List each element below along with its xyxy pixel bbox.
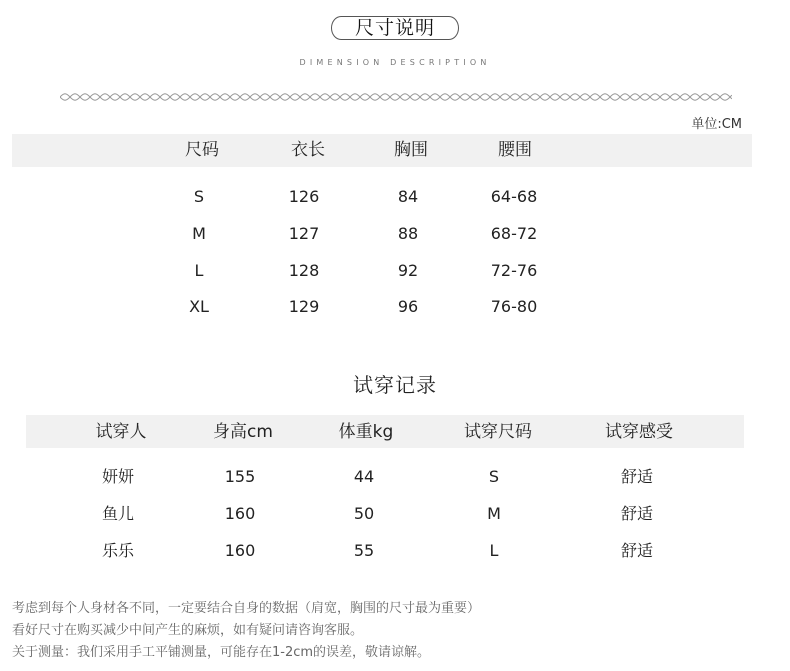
height-cell: 160	[224, 541, 256, 560]
weight-cell: 50	[353, 504, 375, 523]
feeling-cell: 舒适	[620, 504, 654, 523]
note-line: 考虑到每个人身材各不同，一定要结合自身的数据（肩宽，胸围的尺寸最为重要）	[12, 601, 481, 616]
size-cell: L	[194, 261, 204, 280]
tester-col-header: 试穿人	[95, 422, 147, 442]
note-line: 看好尺寸在购买减少中间产生的麻烦，如有疑问请咨询客服。	[12, 623, 364, 638]
wave-divider	[60, 88, 732, 106]
waist-col-header: 腰围	[498, 140, 532, 160]
trial-size-cell: S	[488, 467, 500, 486]
waist-cell: 76-80	[490, 297, 538, 316]
weight-cell: 55	[353, 541, 375, 560]
note-line: 关于测量：我们采用手工平铺测量，可能存在1-2cm的误差，敬请谅解。	[12, 645, 431, 660]
waist-cell: 64-68	[490, 187, 538, 206]
trial-size-cell: M	[487, 504, 501, 523]
height-col-header: 身高cm	[213, 422, 273, 442]
height-cell: 155	[224, 467, 256, 486]
trial-size-col-header: 试穿尺码	[464, 422, 532, 442]
waist-cell: 68-72	[490, 224, 538, 243]
length-cell: 129	[288, 297, 320, 316]
weight-col-header: 体重kg	[338, 422, 394, 442]
size-cell: S	[193, 187, 205, 206]
page-title: 尺寸说明	[331, 16, 459, 40]
feeling-col-header: 试穿感受	[605, 422, 673, 442]
tester-cell: 妍妍	[101, 467, 135, 486]
trial-size-cell: L	[489, 541, 499, 560]
tester-cell: 乐乐	[101, 541, 135, 560]
length-col-header: 衣长	[291, 140, 325, 160]
bust-cell: 96	[397, 297, 419, 316]
weight-cell: 44	[353, 467, 375, 486]
page-subtitle: DIMENSION DESCRIPTION	[299, 58, 491, 67]
size-col-header: 尺码	[185, 140, 219, 160]
feeling-cell: 舒适	[620, 467, 654, 486]
bust-cell: 88	[397, 224, 419, 243]
height-cell: 160	[224, 504, 256, 523]
size-cell: XL	[189, 297, 209, 316]
bust-col-header: 胸围	[394, 140, 428, 160]
size-cell: M	[192, 224, 206, 243]
trial-section-title: 试穿记录	[353, 373, 437, 397]
length-cell: 127	[288, 224, 320, 243]
bust-cell: 84	[397, 187, 419, 206]
feeling-cell: 舒适	[620, 541, 654, 560]
length-cell: 126	[288, 187, 320, 206]
size-table-header-band	[12, 134, 752, 167]
length-cell: 128	[288, 261, 320, 280]
unit-label: 单位:CM	[691, 117, 742, 132]
waist-cell: 72-76	[490, 261, 538, 280]
bust-cell: 92	[397, 261, 419, 280]
tester-cell: 鱼儿	[101, 504, 135, 523]
